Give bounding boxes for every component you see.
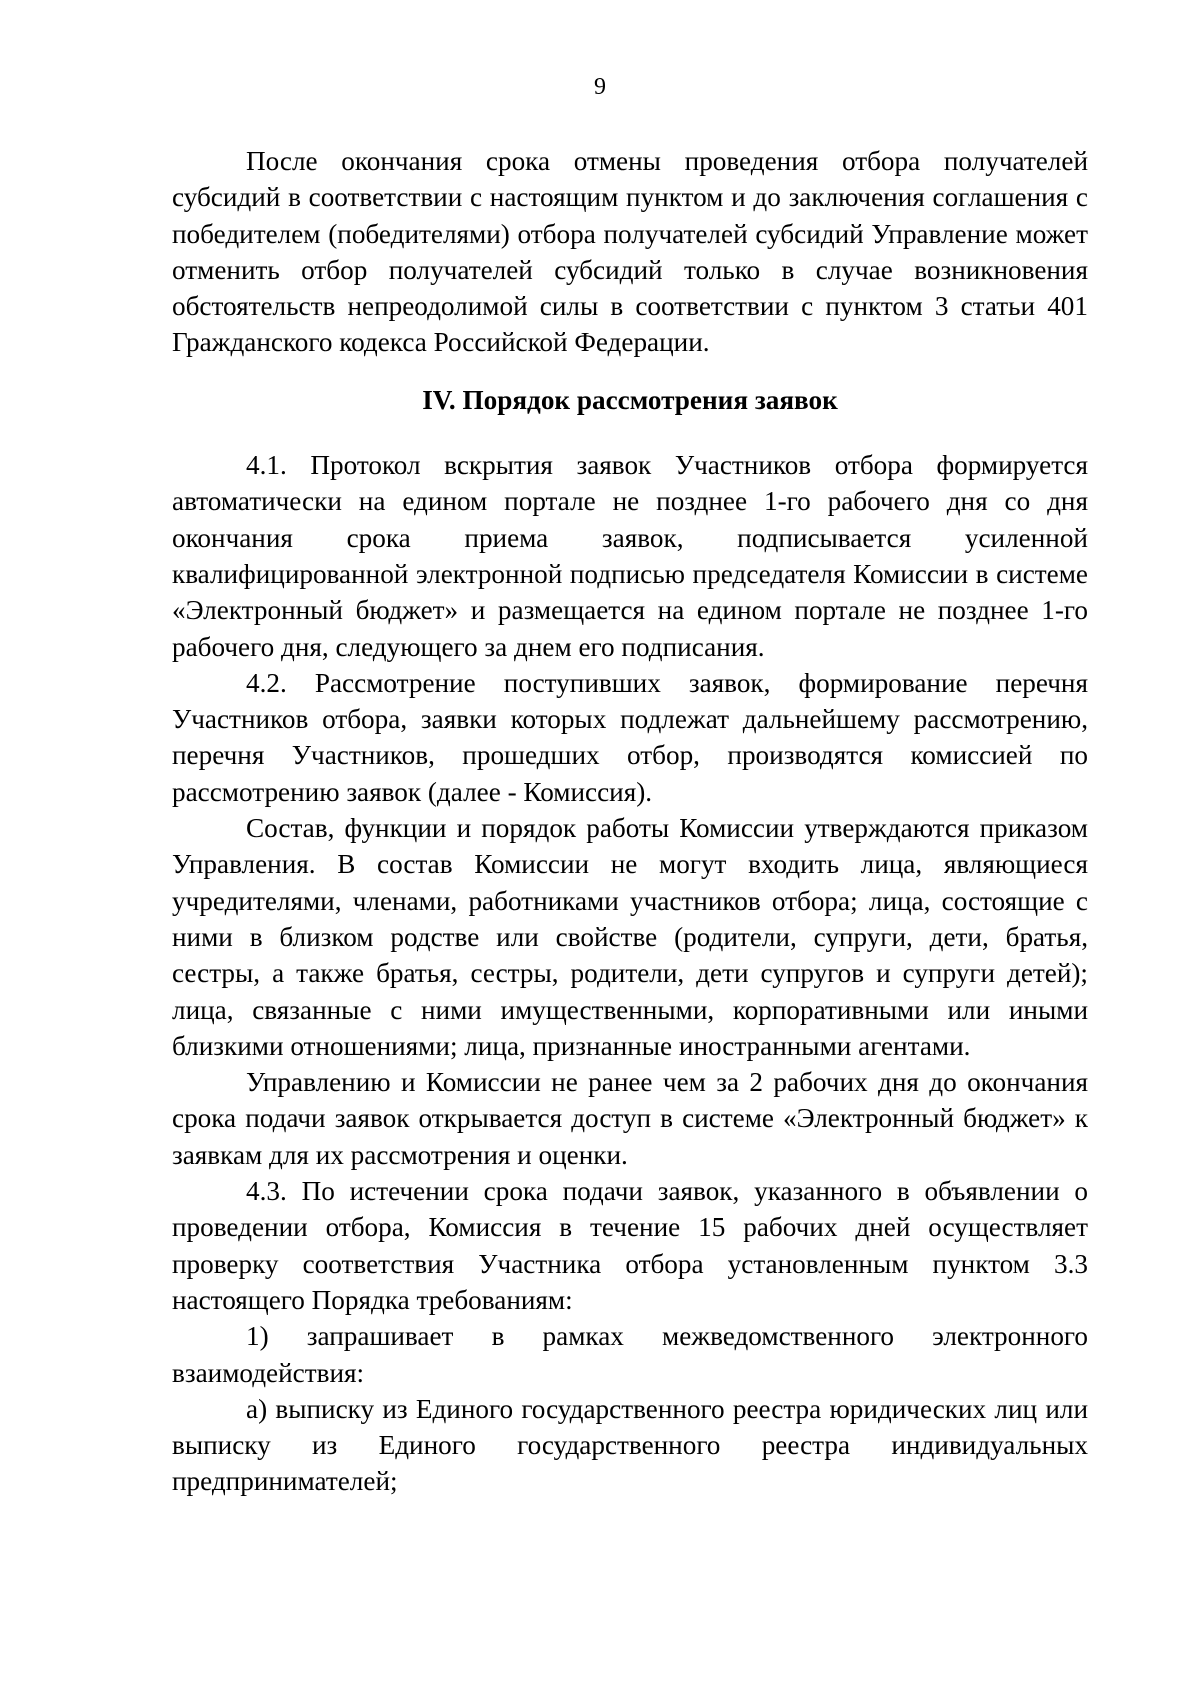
- paragraph-cancellation: После окончания срока отмены проведения отбора получателей субсидий в соответствии с настоящим пунктом и до заключения соглашения с победителем (победителями) отбора получателей субсидий Управление может отменить отбор получателей субсидий только в случае возникновения обстоятельств непреодолимой силы в соответствии с пунктом 3 статьи 401 Гражданского кодекса Российской Федерации.: [172, 146, 1088, 358]
- paragraph-4-3: 4.3. По истечении срока подачи заявок, указанного в объявлении о проведении отбора, Комиссия в течение 15 рабочих дней осуществляет проверку соответствия Участника отбора установленным пунктом 3.3 настоящего Порядка требованиям:: [172, 1176, 1088, 1315]
- list-item-1: 1) запрашивает в рамках межведомственного электронного взаимодействия:: [172, 1321, 1088, 1388]
- document-body: [172, 143, 1088, 1500]
- paragraph-access: Управлению и Комиссии не ранее чем за 2 рабочих дня до окончания срока подачи заявок открывается доступ в системе «Электронный бюджет» к заявкам для их рассмотрения и оценки.: [172, 1067, 1088, 1170]
- page-number: 9: [594, 74, 606, 100]
- paragraph-4-2: 4.2. Рассмотрение поступивших заявок, формирование перечня Участников отбора, заявки которых подлежат дальнейшему рассмотрению, перечня Участников, прошедших отбор, производятся комиссией по рассмотрению заявок (далее - Комиссия).: [172, 667, 1088, 807]
- list-item-a: а) выписку из Единого государственного реестра юридических лиц или выписку из Единого государственного реестра индивидуальных предпринимателей;: [172, 1393, 1088, 1497]
- paragraph-4-1: 4.1. Протокол вскрытия заявок Участников отбора формируется автоматически на едином портале не позднее 1-го рабочего дня со дня окончания срока приема заявок, подписывается усиленной квалифицированной электронной подписью председателя Комиссии в системе «Электронный бюджет» и размещается на едином портале не позднее 1-го рабочего дня, следующего за днем его подписания.: [172, 450, 1088, 662]
- paragraph-commission-composition: Состав, функции и порядок работы Комиссии утверждаются приказом Управления. В состав Комиссии не могут входить лица, являющиеся учредителями, членами, работниками участников отбора; лица, состоящие с ними в близком родстве или свойстве (родители, супруги, дети, братья, сестры, а также братья, сестры, родители, дети супругов и супруги детей); лица, связанные с ними имущественными, корпоративными или иными близкими отношениями; лица, признанные иностранными агентами.: [172, 813, 1088, 1061]
- section-heading: IV. Порядок рассмотрения заявок: [422, 384, 838, 415]
